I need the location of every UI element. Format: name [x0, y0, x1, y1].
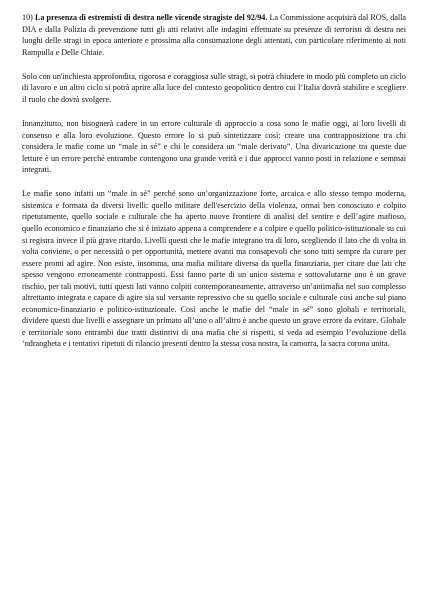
- body-paragraph-1: Solo con un'inchiesta approfondita, rigorosa e coraggiosa sulle stragi, si potrà chiudere in modo più completo un ciclo di lavoro e un altro ciclo si potrà aprire alla luce del contesto geopolitico dentro cui l’Italia dovrà stabilire e scegliere il ruolo che dovrà svolgere.: [22, 71, 406, 104]
- section-number: 10): [22, 13, 33, 22]
- section-title: La presenza di estremisti di destra nelle vicende stragiste del 92/94.: [34, 13, 268, 22]
- document-page: [22, 12, 406, 350]
- section-intro: La Commissione acquisirà dal ROS, dalla DIA e dalla Polizia di prevenzione tutti gli atti relativi alle indagini effettuate su presenze di terroristi di destra nei luoghi delle stragi in epoca anteriore e prossima alla consumazione degli attentati, con particolare riferimento ai noti Rampulla e Delle Chiaie.: [22, 13, 407, 57]
- section-10-paragraph: [22, 12, 406, 58]
- body-paragraph-3: Le mafie sono infatti un “male in sé” perché sono un’organizzazione forte, arcaica e allo stesso tempo moderna, sistemica e formata da diversi livelli: quello militare dell'esercizio della violenza, ormai ben conosciuto e colpito ripetutamente, quello sociale e culturale che ha aperto nuove frontiere di analisi del sentire e dell’agire mafioso, quello economico e finanziario che si è iniziato appena a comprendere e a colpire e quello politico-istituzionale su cui si registra invece il più grave ritardo. Livelli questi che le mafie integrano tra di loro, scegliendo il lato che di volta in volta conviene, o per necessità o per opportunità, mettere avanti ma consapevoli che sono tutti sempre da curare per essere pronti ad agire. Non esiste, insomma, una mafia militare diversa da quella finanziaria, per citare due lati che spesso vengono erroneamente contrapposti. Essi fanno parte di un unico sistema e sottovalutarne uno è un grave rischio, per tali motivi, tutti questi lati vanno colpiti contemporaneamente, attraverso un’antimafia nel suo complesso altrettanto integrata e capace di agire sia sul versante repressivo che su quello sociale e culturale così anche sul piano economico-finanziario e politico-istituzionale. Così anche le mafie del “male in sé” sono globali e territoriali, dividere questi due livelli e assegnare un primato all’uno o all’altro è anche questo un grave errore da evitare. Globale e territoriale sono entrambi due tratti distintivi di una mafia che si rispetti, si veda ad esempio l’evoluzione della ‘ndrangheta e i tentativi ripetuti di rilancio presenti dentro la stessa cosa nostra, la camorra, la sacra corona unita.: [22, 189, 406, 349]
- body-paragraph-2: Innanzitutto, non bisognerà cadere in un errore culturale di approccio a cosa sono le mafie oggi, ai loro livelli di consenso e alla loro evoluzione. Questo errore lo si può sintetizzare così: creare una contrapposizione tra chi considera le mafie come un “male in sé” e chi le considera un “male derivato”. Una divaricazione tra queste due letture è un errore perché entrambe contengono una grande verità e i due approcci vanno posti in relazione e semmai integrati.: [22, 119, 406, 175]
